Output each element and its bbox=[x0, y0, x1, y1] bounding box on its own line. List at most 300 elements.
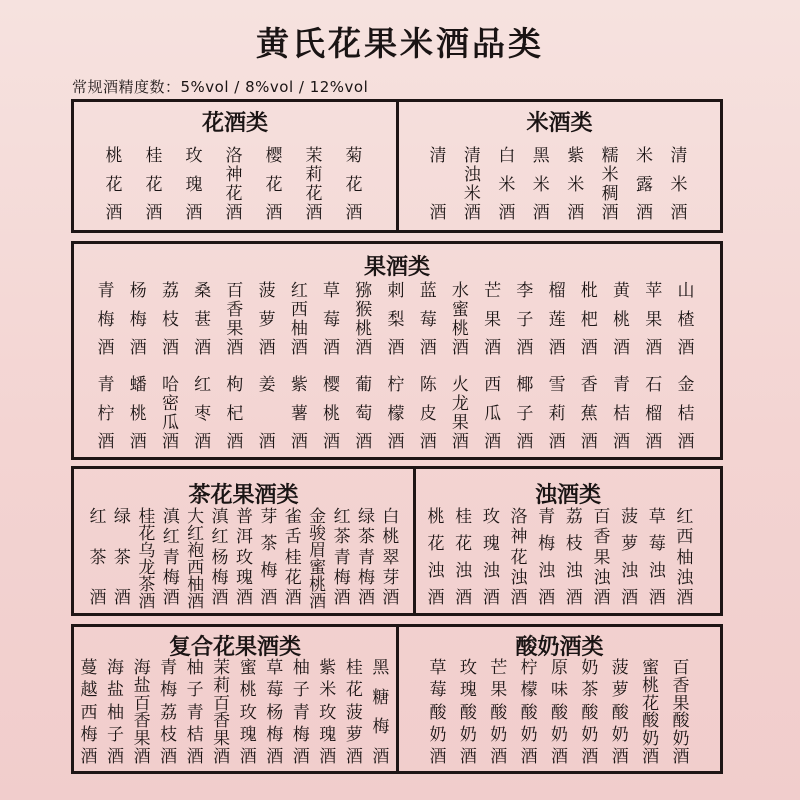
item-char: 莉 bbox=[213, 675, 231, 696]
alcohol-content-note: 常规酒精度数：5%vol / 8%vol / 12%vol bbox=[72, 78, 369, 96]
item-char: 翠 bbox=[382, 547, 400, 568]
item-char: 石 bbox=[645, 375, 663, 395]
item-char: 酒 bbox=[145, 203, 163, 223]
item-char: 酒 bbox=[621, 588, 639, 608]
menu-item bbox=[211, 660, 233, 766]
menu-item bbox=[321, 283, 343, 357]
item-char: 舌 bbox=[284, 527, 302, 548]
item-char: 酒 bbox=[129, 338, 147, 358]
item-char: 密 bbox=[161, 394, 179, 414]
item-char: 酒 bbox=[538, 588, 556, 608]
menu-item bbox=[619, 509, 641, 607]
item-char: 奶 bbox=[551, 724, 568, 745]
flower-items bbox=[103, 148, 365, 222]
item-char: 瑰 bbox=[239, 724, 257, 745]
item-char: 西 bbox=[80, 702, 98, 723]
item-char: 米 bbox=[498, 174, 516, 195]
item-char: 酒 bbox=[133, 746, 151, 767]
item-char: 西 bbox=[187, 558, 205, 578]
item-char: 桃 bbox=[105, 146, 123, 166]
item-char: 酒 bbox=[677, 432, 695, 452]
item-char: 奶 bbox=[459, 724, 477, 745]
item-char: 青 bbox=[333, 547, 351, 568]
compound-section-title: 复合花果酒类 bbox=[168, 635, 301, 660]
item-char: 梅 bbox=[333, 567, 351, 588]
item-char: 白 bbox=[498, 146, 516, 166]
item-char: 酒 bbox=[162, 588, 180, 608]
item-char: 玫 bbox=[459, 658, 477, 678]
item-char: 青 bbox=[97, 281, 115, 301]
menu-item bbox=[321, 377, 343, 451]
item-char: 榴 bbox=[548, 281, 566, 301]
item-char: 花 bbox=[345, 174, 363, 195]
item-char: 酒 bbox=[419, 432, 437, 452]
item-char: 紫 bbox=[319, 658, 337, 678]
menu-item bbox=[546, 283, 568, 357]
item-char: 荔 bbox=[565, 507, 583, 527]
menu-item bbox=[643, 283, 665, 357]
item-char: 桃 bbox=[642, 675, 660, 696]
item-char: 酒 bbox=[516, 432, 534, 452]
menu-item bbox=[288, 377, 310, 451]
menu-item bbox=[192, 377, 214, 451]
item-char: 猴 bbox=[355, 300, 373, 320]
menu-item bbox=[136, 507, 158, 612]
item-char: 米 bbox=[636, 146, 654, 166]
item-char: 酒 bbox=[290, 338, 308, 358]
item-char: 酒 bbox=[451, 432, 469, 452]
item-char: 米 bbox=[532, 174, 550, 195]
item-char: 百 bbox=[593, 507, 611, 527]
item-char: 枝 bbox=[565, 534, 583, 554]
item-char: 酒 bbox=[548, 432, 566, 452]
item-char: 龙 bbox=[451, 394, 469, 414]
menu-item bbox=[674, 509, 696, 607]
item-char: 花 bbox=[138, 524, 156, 544]
item-char: 酒 bbox=[613, 432, 630, 452]
menu-item bbox=[646, 509, 668, 607]
item-char: 酒 bbox=[323, 432, 341, 452]
item-char: 黑 bbox=[532, 146, 550, 166]
item-char: 芒 bbox=[490, 658, 508, 678]
item-char: 瑰 bbox=[319, 724, 337, 745]
item-char: 青 bbox=[292, 702, 310, 723]
menu-item bbox=[549, 660, 571, 766]
item-char: 蜜 bbox=[451, 300, 469, 320]
item-char: 柚 bbox=[186, 658, 204, 678]
menu-item bbox=[461, 148, 483, 222]
item-char: 茶 bbox=[260, 534, 278, 554]
item-char: 酒 bbox=[645, 338, 663, 358]
item-char: 青 bbox=[538, 507, 556, 527]
item-char: 酒 bbox=[642, 746, 660, 767]
item-char: 玫 bbox=[235, 547, 253, 568]
item-char: 梅 bbox=[292, 724, 310, 745]
item-char: 露 bbox=[636, 174, 654, 195]
menu-item bbox=[417, 283, 439, 357]
item-char: 桃 bbox=[355, 319, 373, 339]
item-char: 蜜 bbox=[309, 558, 327, 578]
item-char: 酸 bbox=[520, 702, 538, 723]
item-char: 酸 bbox=[672, 711, 690, 732]
item-char: 酒 bbox=[211, 588, 229, 608]
menu-item bbox=[183, 148, 205, 222]
menu-item bbox=[578, 377, 600, 451]
menu-item bbox=[482, 377, 504, 451]
item-char: 酒 bbox=[516, 338, 534, 358]
item-char: 莓 bbox=[266, 680, 284, 701]
item-char: 菊 bbox=[345, 146, 363, 166]
item-char: 桂 bbox=[138, 507, 156, 527]
item-char: 酒 bbox=[372, 746, 390, 767]
item-char: 茉 bbox=[213, 658, 231, 678]
item-char: 荔 bbox=[160, 702, 178, 723]
item-char: 西 bbox=[484, 375, 502, 395]
fruit-items-row-2 bbox=[95, 377, 697, 451]
item-char: 蔓 bbox=[80, 658, 98, 678]
item-char: 酒 bbox=[567, 203, 585, 223]
item-char: 草 bbox=[323, 281, 341, 301]
item-char: 奶 bbox=[611, 724, 629, 745]
item-char: 酒 bbox=[319, 747, 337, 767]
menu-item bbox=[160, 509, 182, 607]
item-char: 酸 bbox=[459, 702, 477, 723]
item-char: 清 bbox=[670, 146, 688, 166]
menu-item bbox=[508, 509, 530, 607]
item-char: 越 bbox=[80, 680, 98, 701]
item-char: 酒 bbox=[80, 747, 98, 767]
menu-item bbox=[453, 509, 475, 607]
menu-item bbox=[256, 377, 278, 451]
fruit-items-row-1 bbox=[95, 283, 697, 357]
menu-item bbox=[288, 283, 310, 357]
item-char: 眉 bbox=[309, 541, 327, 561]
item-char: 莲 bbox=[548, 309, 566, 330]
menu-item bbox=[380, 509, 402, 607]
item-char: 西 bbox=[290, 300, 308, 320]
item-char: 酒 bbox=[580, 338, 598, 358]
item-char: 萝 bbox=[621, 534, 639, 554]
item-char: 桃 bbox=[309, 575, 327, 595]
item-char: 酒 bbox=[490, 747, 508, 767]
item-char: 瑰 bbox=[235, 567, 253, 588]
item-char: 龙 bbox=[138, 558, 156, 578]
item-char: 梅 bbox=[129, 309, 147, 330]
item-char: 榴 bbox=[645, 403, 663, 424]
item-char: 酒 bbox=[225, 203, 243, 223]
item-char: 酒 bbox=[97, 432, 115, 452]
item-char: 桔 bbox=[677, 403, 695, 424]
item-char: 酒 bbox=[185, 203, 203, 223]
menu-item bbox=[640, 660, 662, 766]
tea-section-title: 茶花果酒类 bbox=[188, 483, 299, 508]
item-char: 莓 bbox=[648, 534, 666, 554]
item-char: 奶 bbox=[642, 729, 660, 750]
item-char: 酒 bbox=[213, 746, 231, 767]
menu-item bbox=[670, 660, 692, 766]
item-char: 玫 bbox=[482, 507, 500, 527]
item-char: 山 bbox=[677, 281, 695, 301]
menu-item bbox=[95, 377, 117, 451]
item-char: 酒 bbox=[580, 432, 598, 452]
item-char: 红 bbox=[162, 527, 180, 548]
item-char: 蜜 bbox=[642, 658, 660, 678]
menu-item bbox=[675, 283, 697, 357]
item-char: 绿 bbox=[113, 507, 131, 527]
item-char: 酒 bbox=[194, 432, 212, 452]
item-char: 酒 bbox=[138, 592, 156, 612]
menu-item bbox=[224, 283, 246, 357]
item-char: 瓜 bbox=[484, 403, 502, 424]
menu-item bbox=[258, 509, 280, 607]
item-char: 骏 bbox=[309, 524, 327, 544]
item-char: 檬 bbox=[520, 680, 538, 701]
item-char: 花 bbox=[265, 174, 283, 195]
menu-item bbox=[95, 283, 117, 357]
item-char: 大 bbox=[187, 507, 205, 527]
item-char: 酒 bbox=[429, 203, 447, 223]
item-char: 杷 bbox=[580, 309, 598, 330]
item-char: 酒 bbox=[129, 432, 147, 452]
item-char: 滇 bbox=[211, 507, 229, 527]
item-char: 青 bbox=[613, 375, 630, 395]
menu-item bbox=[233, 509, 255, 607]
menu-item bbox=[353, 283, 375, 357]
item-char: 香 bbox=[213, 711, 231, 732]
item-char: 浊 bbox=[427, 561, 445, 581]
item-char: 酒 bbox=[636, 203, 654, 223]
menu-item bbox=[355, 509, 377, 607]
menu-item bbox=[457, 660, 479, 766]
item-char: 酒 bbox=[581, 747, 599, 767]
item-char: 柠 bbox=[387, 375, 405, 395]
item-char: 米 bbox=[601, 165, 619, 185]
cloudy-items bbox=[425, 509, 696, 607]
item-char: 百 bbox=[672, 658, 690, 678]
item-char: 酒 bbox=[510, 588, 528, 608]
menu-item bbox=[209, 509, 231, 607]
menu-item bbox=[518, 660, 540, 766]
item-char: 神 bbox=[225, 165, 243, 185]
item-char: 酒 bbox=[355, 338, 373, 358]
menu-item bbox=[159, 283, 181, 357]
item-char: 红 bbox=[194, 375, 212, 395]
menu-item bbox=[449, 377, 471, 451]
item-char: 酒 bbox=[258, 338, 276, 358]
item-char: 浊 bbox=[676, 567, 694, 588]
item-char: 花 bbox=[427, 534, 445, 554]
item-char: 洱 bbox=[235, 527, 253, 548]
item-char: 酒 bbox=[355, 432, 373, 452]
item-char: 桔 bbox=[613, 403, 630, 424]
item-char: 梅 bbox=[162, 567, 180, 588]
item-char: 玫 bbox=[319, 702, 337, 723]
item-char: 酒 bbox=[290, 432, 308, 452]
item-char: 果 bbox=[451, 413, 469, 433]
item-char: 奶 bbox=[429, 724, 447, 745]
item-char: 红 bbox=[187, 524, 205, 544]
item-char: 枝 bbox=[161, 309, 179, 330]
item-char: 青 bbox=[97, 375, 115, 395]
menu-item bbox=[185, 507, 207, 612]
menu-item bbox=[675, 377, 697, 451]
item-char: 米 bbox=[319, 680, 337, 701]
item-char: 葡 bbox=[355, 375, 373, 395]
item-char: 果 bbox=[226, 319, 244, 339]
item-char: 草 bbox=[266, 658, 284, 678]
item-char: 西 bbox=[676, 527, 694, 548]
item-char: 桃 bbox=[382, 527, 400, 548]
page-title: 黄氏花果米酒品类 bbox=[256, 24, 544, 63]
menu-item bbox=[343, 660, 365, 766]
item-char: 火 bbox=[451, 375, 469, 395]
menu-item bbox=[87, 509, 109, 607]
item-char: 莓 bbox=[429, 680, 447, 701]
item-char: 猕 bbox=[355, 281, 373, 301]
item-char: 酒 bbox=[266, 747, 284, 767]
item-char: 米 bbox=[670, 174, 688, 195]
item-char: 酒 bbox=[160, 747, 178, 767]
item-char: 花 bbox=[510, 547, 528, 568]
item-char: 苹 bbox=[645, 281, 663, 301]
item-char: 浊 bbox=[510, 567, 528, 588]
item-char: 桂 bbox=[145, 146, 163, 166]
item-char: 海 bbox=[133, 658, 151, 678]
item-char: 神 bbox=[510, 527, 528, 548]
item-char: 酒 bbox=[419, 338, 437, 358]
item-char: 梅 bbox=[538, 534, 556, 554]
item-char: 哈 bbox=[161, 375, 179, 395]
item-char: 酸 bbox=[551, 702, 568, 723]
item-char: 梅 bbox=[211, 567, 229, 588]
item-char: 酒 bbox=[265, 203, 283, 223]
item-char: 菠 bbox=[611, 658, 629, 678]
menu-item bbox=[536, 509, 558, 607]
item-char: 黑 bbox=[372, 658, 390, 678]
item-char: 桃 bbox=[129, 403, 147, 424]
item-char: 酒 bbox=[345, 747, 363, 767]
compound-items bbox=[78, 660, 392, 766]
item-char: 酒 bbox=[323, 338, 341, 358]
item-char: 浊 bbox=[565, 561, 583, 581]
item-char: 酒 bbox=[593, 588, 611, 608]
item-char: 酒 bbox=[161, 432, 179, 452]
item-char: 樱 bbox=[323, 375, 341, 395]
item-char: 米 bbox=[463, 184, 481, 204]
item-char: 味 bbox=[551, 680, 568, 701]
item-char: 原 bbox=[551, 658, 568, 678]
menu-item bbox=[427, 148, 449, 222]
item-char: 蕉 bbox=[580, 403, 598, 424]
item-char: 酒 bbox=[309, 592, 327, 612]
item-char: 青 bbox=[186, 702, 204, 723]
menu-item bbox=[480, 509, 502, 607]
item-char: 蟠 bbox=[129, 375, 147, 395]
item-char: 瑰 bbox=[459, 680, 477, 701]
item-char: 酒 bbox=[387, 432, 405, 452]
item-char: 浊 bbox=[455, 561, 473, 581]
item-char: 酒 bbox=[305, 203, 323, 223]
item-char: 酒 bbox=[451, 338, 469, 358]
item-char: 柚 bbox=[290, 319, 308, 339]
item-char: 姜 bbox=[258, 375, 276, 395]
item-char: 酒 bbox=[161, 338, 179, 358]
item-char: 酒 bbox=[670, 203, 688, 223]
menu-item bbox=[264, 660, 286, 766]
item-char: 水 bbox=[451, 281, 469, 301]
item-char: 子 bbox=[107, 724, 125, 745]
item-char: 酒 bbox=[676, 588, 694, 608]
menu-item bbox=[591, 509, 613, 607]
menu-item bbox=[78, 660, 100, 766]
item-char: 桃 bbox=[451, 319, 469, 339]
item-char: 桂 bbox=[455, 507, 473, 527]
menu-item bbox=[303, 148, 325, 222]
item-char: 子 bbox=[186, 680, 204, 701]
menu-item bbox=[127, 377, 149, 451]
item-char: 瑰 bbox=[482, 534, 500, 554]
item-char: 酸 bbox=[611, 702, 629, 723]
item-char: 椰 bbox=[516, 375, 534, 395]
item-char: 酒 bbox=[187, 592, 205, 612]
item-char: 金 bbox=[677, 375, 695, 395]
menu-item bbox=[668, 148, 690, 222]
item-char: 滇 bbox=[162, 507, 180, 527]
item-char: 酸 bbox=[642, 711, 660, 732]
item-char: 酸 bbox=[490, 702, 508, 723]
item-char: 李 bbox=[516, 281, 534, 301]
item-char: 果 bbox=[213, 729, 231, 750]
menu-item bbox=[634, 148, 656, 222]
item-char: 桂 bbox=[284, 547, 302, 568]
item-char: 黄 bbox=[613, 281, 630, 301]
menu-item bbox=[546, 377, 568, 451]
item-char: 青 bbox=[160, 658, 178, 678]
menu-item bbox=[290, 660, 312, 766]
item-char: 蓝 bbox=[419, 281, 437, 301]
menu-item bbox=[343, 148, 365, 222]
item-char: 紫 bbox=[290, 375, 308, 395]
item-char: 酒 bbox=[601, 203, 619, 223]
item-char: 酒 bbox=[292, 747, 310, 767]
menu-item bbox=[643, 377, 665, 451]
fruit-section-title: 果酒类 bbox=[363, 255, 430, 280]
item-char: 红 bbox=[211, 527, 229, 548]
item-char: 香 bbox=[580, 375, 598, 395]
yogurt-items bbox=[427, 660, 692, 766]
item-char: 果 bbox=[645, 309, 663, 330]
item-char: 樱 bbox=[265, 146, 283, 166]
menu-item bbox=[385, 377, 407, 451]
item-char: 浊 bbox=[538, 561, 556, 581]
item-char: 枸 bbox=[226, 375, 244, 395]
item-char: 萝 bbox=[345, 724, 363, 745]
item-char: 紫 bbox=[567, 146, 585, 166]
item-char: 清 bbox=[463, 146, 481, 166]
item-char: 果 bbox=[133, 729, 151, 750]
item-char: 酒 bbox=[186, 747, 204, 767]
item-char: 桃 bbox=[613, 309, 630, 330]
item-char: 莓 bbox=[323, 309, 341, 330]
item-char: 奶 bbox=[672, 729, 690, 750]
item-char: 梅 bbox=[357, 567, 375, 588]
item-char: 茶 bbox=[581, 680, 599, 701]
rice-items bbox=[427, 148, 690, 222]
item-char: 柠 bbox=[97, 403, 115, 424]
item-char: 奶 bbox=[581, 724, 599, 745]
menu-item bbox=[256, 283, 278, 357]
item-char: 菠 bbox=[621, 507, 639, 527]
